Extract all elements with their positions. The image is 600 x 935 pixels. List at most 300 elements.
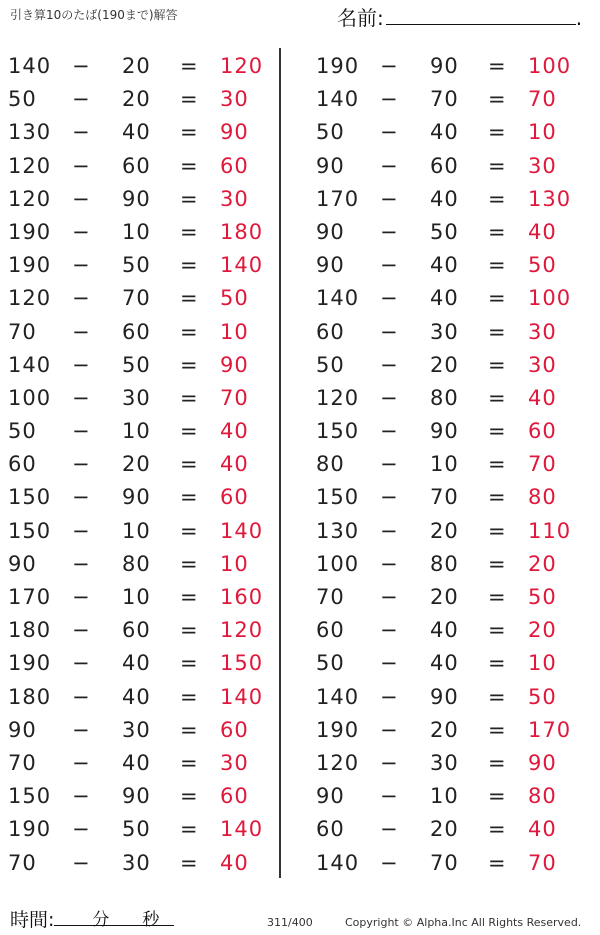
equals-sign: = — [488, 219, 507, 244]
minuend: 190 — [8, 651, 52, 676]
answer: 40 — [528, 219, 557, 244]
answer: 140 — [220, 253, 264, 278]
answer: 90 — [220, 120, 249, 145]
name-end-mark: . — [575, 6, 583, 30]
equals-sign: = — [488, 319, 507, 344]
minuend: 150 — [8, 518, 52, 543]
answer: 170 — [528, 717, 572, 742]
problem-row — [0, 316, 280, 349]
name-label: 名前: — [337, 6, 384, 30]
minuend: 70 — [8, 319, 37, 344]
minuend: 180 — [8, 618, 52, 643]
problem-row — [0, 150, 280, 183]
subtrahend: 10 — [430, 784, 459, 809]
minuend: 60 — [316, 618, 345, 643]
minus-sign: − — [72, 253, 91, 278]
answer: 80 — [528, 485, 557, 510]
minus-sign: − — [380, 518, 399, 543]
subtrahend: 40 — [122, 651, 151, 676]
problem-row — [0, 681, 280, 714]
subtrahend: 80 — [430, 551, 459, 576]
equals-sign: = — [180, 153, 199, 178]
minuend: 190 — [316, 54, 360, 78]
problem-row — [0, 481, 280, 514]
minuend: 150 — [8, 485, 52, 510]
minus-sign: − — [72, 419, 91, 444]
subtrahend: 90 — [430, 54, 459, 78]
problem-row — [308, 847, 588, 880]
subtrahend: 70 — [430, 850, 459, 875]
answer: 50 — [528, 684, 557, 709]
answer: 70 — [528, 452, 557, 477]
minuend: 50 — [8, 87, 37, 112]
equals-sign: = — [180, 850, 199, 875]
answer: 110 — [528, 518, 572, 543]
problem-row — [308, 780, 588, 813]
copyright-notice: Copyright © Alpha.Inc All Rights Reserved. — [345, 916, 582, 929]
equals-sign: = — [488, 750, 507, 775]
problem-row — [0, 448, 280, 481]
answer: 90 — [220, 352, 249, 377]
minuend: 120 — [8, 186, 52, 211]
equals-sign: = — [180, 352, 199, 377]
subtrahend: 80 — [430, 385, 459, 410]
equals-sign: = — [488, 684, 507, 709]
subtrahend: 50 — [122, 817, 151, 842]
problem-row — [308, 249, 588, 282]
problem-row — [308, 183, 588, 216]
equals-sign: = — [180, 253, 199, 278]
equals-sign: = — [488, 153, 507, 178]
problem-row — [308, 581, 588, 614]
minus-sign: − — [380, 219, 399, 244]
answer: 160 — [220, 585, 264, 609]
answer: 70 — [528, 87, 557, 112]
equals-sign: = — [180, 286, 199, 311]
equals-sign: = — [488, 585, 507, 609]
answer: 40 — [220, 452, 249, 477]
problem-row — [0, 714, 280, 747]
problem-row — [0, 581, 280, 614]
minus-sign: − — [380, 120, 399, 145]
seconds-label: 秒 — [142, 910, 160, 930]
minus-sign: − — [72, 319, 91, 344]
minus-sign: − — [72, 750, 91, 775]
answer: 150 — [220, 651, 264, 676]
minus-sign: − — [72, 651, 91, 676]
problem-row — [308, 150, 588, 183]
equals-sign: = — [180, 784, 199, 809]
problem-row — [0, 415, 280, 448]
minuend: 50 — [316, 120, 345, 145]
minus-sign: − — [380, 87, 399, 112]
subtrahend: 90 — [122, 784, 151, 809]
answer: 120 — [220, 618, 264, 643]
answer: 50 — [528, 253, 557, 278]
minus-sign: − — [72, 87, 91, 112]
minuend: 100 — [8, 385, 52, 410]
answer: 140 — [220, 518, 264, 543]
equals-sign: = — [488, 717, 507, 742]
equals-sign: = — [180, 750, 199, 775]
equals-sign: = — [180, 518, 199, 543]
equals-sign: = — [488, 850, 507, 875]
subtrahend: 30 — [122, 850, 151, 875]
minus-sign: − — [72, 850, 91, 875]
subtrahend: 30 — [430, 750, 459, 775]
subtrahend: 20 — [122, 452, 151, 477]
answer: 80 — [528, 784, 557, 809]
equals-sign: = — [180, 717, 199, 742]
problem-row — [0, 183, 280, 216]
equals-sign: = — [180, 54, 199, 78]
answer: 30 — [220, 87, 249, 112]
subtrahend: 20 — [430, 717, 459, 742]
problem-row — [308, 614, 588, 647]
time-underline — [54, 907, 174, 930]
minuend: 60 — [316, 817, 345, 842]
minuend: 120 — [8, 286, 52, 311]
name-field — [337, 2, 582, 31]
minuend: 150 — [316, 485, 360, 510]
minuend: 140 — [316, 850, 360, 875]
answer: 20 — [528, 618, 557, 643]
equals-sign: = — [180, 485, 199, 510]
answer: 10 — [528, 120, 557, 145]
minus-sign: − — [380, 784, 399, 809]
problem-row — [0, 216, 280, 249]
minus-sign: − — [72, 219, 91, 244]
answer: 70 — [528, 850, 557, 875]
problem-row — [0, 116, 280, 149]
equals-sign: = — [180, 651, 199, 676]
minus-sign: − — [72, 385, 91, 410]
problem-row — [0, 349, 280, 382]
answer: 140 — [220, 817, 264, 842]
minuend: 120 — [8, 153, 52, 178]
subtrahend: 90 — [122, 186, 151, 211]
minus-sign: − — [380, 485, 399, 510]
minus-sign: − — [380, 54, 399, 78]
subtrahend: 90 — [430, 684, 459, 709]
minus-sign: − — [380, 452, 399, 477]
minus-sign: − — [380, 750, 399, 775]
equals-sign: = — [180, 87, 199, 112]
minus-sign: − — [72, 618, 91, 643]
subtrahend: 20 — [430, 352, 459, 377]
minus-sign: − — [72, 585, 91, 609]
minus-sign: − — [380, 419, 399, 444]
subtrahend: 70 — [430, 87, 459, 112]
answer: 50 — [528, 585, 557, 609]
minuend: 80 — [316, 452, 345, 477]
problem-row — [308, 681, 588, 714]
minuend: 170 — [8, 585, 52, 609]
minus-sign: − — [380, 551, 399, 576]
problem-row — [0, 515, 280, 548]
equals-sign: = — [180, 385, 199, 410]
answer: 30 — [220, 750, 249, 775]
subtrahend: 60 — [122, 319, 151, 344]
equals-sign: = — [488, 286, 507, 311]
equals-sign: = — [488, 352, 507, 377]
subtrahend: 50 — [430, 219, 459, 244]
minus-sign: − — [380, 186, 399, 211]
subtrahend: 40 — [430, 618, 459, 643]
minuend: 180 — [8, 684, 52, 709]
answer: 60 — [220, 784, 249, 809]
answer: 40 — [528, 817, 557, 842]
minus-sign: − — [380, 585, 399, 609]
subtrahend: 90 — [430, 419, 459, 444]
subtrahend: 10 — [122, 419, 151, 444]
problem-row — [0, 847, 280, 880]
problem-row — [0, 647, 280, 680]
problem-row — [0, 282, 280, 315]
minus-sign: − — [72, 518, 91, 543]
minus-sign: − — [380, 352, 399, 377]
problem-row — [0, 249, 280, 282]
minus-sign: − — [380, 618, 399, 643]
minus-sign: − — [72, 684, 91, 709]
equals-sign: = — [488, 253, 507, 278]
answer: 10 — [528, 651, 557, 676]
subtrahend: 50 — [122, 352, 151, 377]
answer: 10 — [220, 319, 249, 344]
problem-row — [308, 216, 588, 249]
answer: 180 — [220, 219, 264, 244]
subtrahend: 40 — [430, 651, 459, 676]
name-underline — [386, 6, 576, 25]
equals-sign: = — [488, 385, 507, 410]
minutes-label: 分 — [92, 910, 110, 930]
minuend: 90 — [8, 717, 37, 742]
minuend: 70 — [8, 750, 37, 775]
answer: 30 — [528, 352, 557, 377]
equals-sign: = — [488, 784, 507, 809]
subtrahend: 40 — [430, 186, 459, 211]
equals-sign: = — [488, 651, 507, 676]
answer: 90 — [528, 750, 557, 775]
minus-sign: − — [72, 352, 91, 377]
minuend: 90 — [316, 784, 345, 809]
minuend: 140 — [316, 87, 360, 112]
minuend: 120 — [316, 750, 360, 775]
subtrahend: 10 — [122, 219, 151, 244]
problem-row — [0, 548, 280, 581]
answer: 60 — [220, 485, 249, 510]
answer: 30 — [528, 319, 557, 344]
minuend: 120 — [316, 385, 360, 410]
minus-sign: − — [72, 452, 91, 477]
problem-row — [308, 316, 588, 349]
answer: 50 — [220, 286, 249, 311]
minuend: 140 — [8, 352, 52, 377]
minuend: 170 — [316, 186, 360, 211]
problem-row — [0, 614, 280, 647]
minus-sign: − — [380, 651, 399, 676]
problem-row — [308, 116, 588, 149]
answer: 60 — [220, 153, 249, 178]
minuend: 70 — [8, 850, 37, 875]
subtrahend: 40 — [122, 750, 151, 775]
equals-sign: = — [180, 585, 199, 609]
equals-sign: = — [488, 485, 507, 510]
problem-row — [308, 382, 588, 415]
minuend: 140 — [316, 286, 360, 311]
minus-sign: − — [380, 385, 399, 410]
right-problem-column — [308, 50, 588, 880]
minuend: 90 — [316, 253, 345, 278]
subtrahend: 60 — [430, 153, 459, 178]
minus-sign: − — [380, 253, 399, 278]
answer: 40 — [220, 850, 249, 875]
minuend: 190 — [316, 717, 360, 742]
equals-sign: = — [488, 54, 507, 78]
equals-sign: = — [180, 319, 199, 344]
minus-sign: − — [72, 54, 91, 78]
equals-sign: = — [180, 551, 199, 576]
problem-row — [308, 83, 588, 116]
subtrahend: 50 — [122, 253, 151, 278]
equals-sign: = — [180, 419, 199, 444]
subtrahend: 70 — [430, 485, 459, 510]
equals-sign: = — [488, 120, 507, 145]
minus-sign: − — [72, 186, 91, 211]
problem-row — [0, 83, 280, 116]
subtrahend: 90 — [122, 485, 151, 510]
answer: 40 — [528, 385, 557, 410]
answer: 70 — [220, 385, 249, 410]
answer: 120 — [220, 54, 264, 78]
problem-row — [308, 714, 588, 747]
answer: 10 — [220, 551, 249, 576]
problem-row — [0, 747, 280, 780]
equals-sign: = — [180, 219, 199, 244]
subtrahend: 40 — [122, 684, 151, 709]
subtrahend: 60 — [122, 618, 151, 643]
problem-row — [308, 349, 588, 382]
minus-sign: − — [72, 551, 91, 576]
subtrahend: 20 — [430, 817, 459, 842]
answer: 100 — [528, 286, 572, 311]
minuend: 50 — [8, 419, 37, 444]
answer: 40 — [220, 419, 249, 444]
minus-sign: − — [72, 817, 91, 842]
time-field — [10, 905, 174, 932]
minuend: 70 — [316, 585, 345, 609]
minus-sign: − — [72, 286, 91, 311]
left-problem-column — [0, 50, 280, 880]
minuend: 90 — [316, 219, 345, 244]
answer: 140 — [220, 684, 264, 709]
subtrahend: 30 — [122, 717, 151, 742]
minus-sign: − — [380, 717, 399, 742]
minuend: 140 — [8, 54, 52, 78]
equals-sign: = — [488, 186, 507, 211]
minus-sign: − — [72, 120, 91, 145]
problem-row — [308, 548, 588, 581]
minus-sign: − — [72, 485, 91, 510]
equals-sign: = — [180, 817, 199, 842]
minus-sign: − — [380, 286, 399, 311]
equals-sign: = — [488, 551, 507, 576]
subtrahend: 20 — [430, 518, 459, 543]
worksheet-title: 引き算10のたば(190まで)解答 — [10, 8, 178, 22]
subtrahend: 40 — [430, 120, 459, 145]
equals-sign: = — [488, 817, 507, 842]
equals-sign: = — [488, 618, 507, 643]
subtrahend: 40 — [122, 120, 151, 145]
subtrahend: 20 — [122, 87, 151, 112]
problem-row — [308, 415, 588, 448]
subtrahend: 40 — [430, 286, 459, 311]
minuend: 190 — [8, 219, 52, 244]
equals-sign: = — [180, 186, 199, 211]
subtrahend: 30 — [430, 319, 459, 344]
time-label: 時間: — [10, 909, 55, 931]
minus-sign: − — [380, 684, 399, 709]
subtrahend: 80 — [122, 551, 151, 576]
equals-sign: = — [180, 452, 199, 477]
problem-row — [308, 448, 588, 481]
minuend: 130 — [8, 120, 52, 145]
minuend: 50 — [316, 352, 345, 377]
equals-sign: = — [488, 87, 507, 112]
minuend: 60 — [8, 452, 37, 477]
minuend: 50 — [316, 651, 345, 676]
subtrahend: 40 — [430, 253, 459, 278]
minus-sign: − — [380, 153, 399, 178]
minus-sign: − — [72, 784, 91, 809]
problem-row — [308, 481, 588, 514]
subtrahend: 20 — [430, 585, 459, 609]
minuend: 190 — [8, 253, 52, 278]
answer: 30 — [220, 186, 249, 211]
problem-row — [308, 515, 588, 548]
problem-row — [308, 282, 588, 315]
subtrahend: 30 — [122, 385, 151, 410]
minuend: 90 — [8, 551, 37, 576]
equals-sign: = — [488, 518, 507, 543]
minuend: 190 — [8, 817, 52, 842]
answer: 60 — [528, 419, 557, 444]
problem-row — [0, 780, 280, 813]
subtrahend: 10 — [122, 518, 151, 543]
minus-sign: − — [380, 850, 399, 875]
minuend: 130 — [316, 518, 360, 543]
subtrahend: 10 — [430, 452, 459, 477]
answer: 100 — [528, 54, 572, 78]
equals-sign: = — [488, 419, 507, 444]
page-number: 311/400 — [267, 916, 313, 929]
equals-sign: = — [180, 120, 199, 145]
equals-sign: = — [180, 684, 199, 709]
equals-sign: = — [488, 452, 507, 477]
minuend: 150 — [8, 784, 52, 809]
subtrahend: 60 — [122, 153, 151, 178]
problem-row — [308, 813, 588, 846]
problem-row — [308, 747, 588, 780]
answer: 130 — [528, 186, 572, 211]
equals-sign: = — [180, 618, 199, 643]
answer: 30 — [528, 153, 557, 178]
minuend: 60 — [316, 319, 345, 344]
answer: 20 — [528, 551, 557, 576]
minus-sign: − — [380, 817, 399, 842]
problem-row — [308, 647, 588, 680]
subtrahend: 20 — [122, 54, 151, 78]
